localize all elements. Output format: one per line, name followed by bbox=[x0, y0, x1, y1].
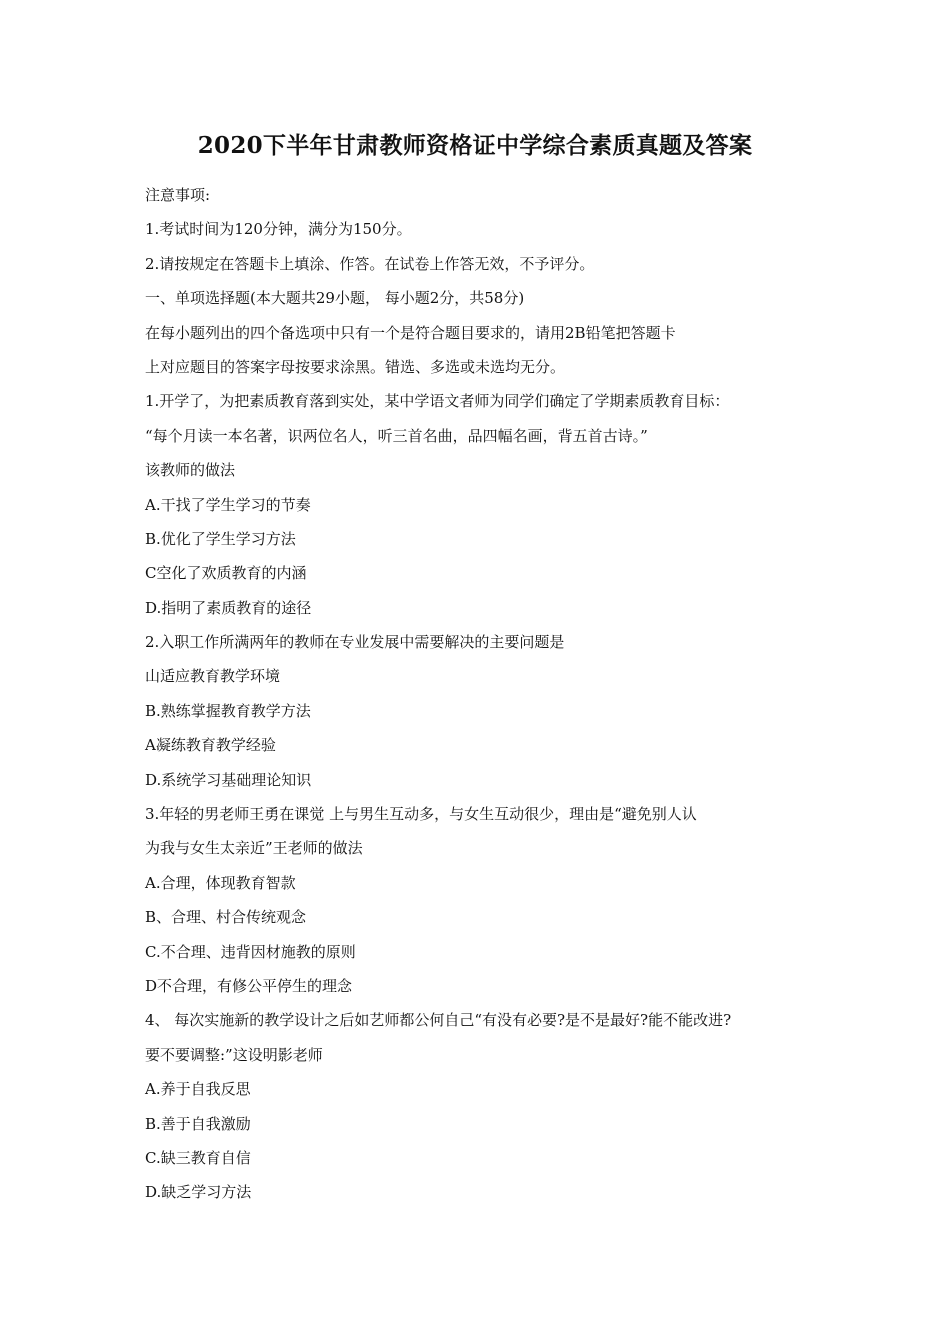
answer-option: C.缺三教育自信 bbox=[145, 1148, 251, 1167]
question-stem: 该教师的做法 bbox=[145, 461, 236, 480]
answer-option: D不合理，有修公平停生的理念 bbox=[145, 976, 353, 995]
question-stem: 要不要调整:”这设明影老师 bbox=[145, 1045, 323, 1064]
answer-option: A.合理，体现教育智款 bbox=[145, 873, 296, 892]
section-instruction: 上对应题目的答案字母按要求涂黑。错选、多选或未选均无分。 bbox=[145, 357, 566, 376]
answer-option: A.干找了学生学习的节奏 bbox=[145, 495, 311, 514]
answer-option: D.系统学习基础理论知识 bbox=[145, 770, 312, 789]
notice-item: 1.考试时间为120分钟，满分为150分。 bbox=[145, 220, 412, 239]
answer-option: B.善于自我激励 bbox=[145, 1114, 251, 1133]
question-stem: 1.开学了，为把素质教育落到实处，某中学语文者师为同学们确定了学期素质教育目标： bbox=[145, 392, 730, 411]
section-instruction: 在每小题列出的四个备选项中只有一个是符合题目要求的，请用2B铅笔把答题卡 bbox=[145, 323, 676, 342]
answer-option: C空化了欢质教育的内涵 bbox=[145, 564, 307, 583]
answer-option: 山适应教育教学环境 bbox=[145, 667, 281, 686]
answer-option: B.优化了学生学习方法 bbox=[145, 529, 296, 548]
notice-item: 2.请按规定在答题卡上填涂、作答。在试卷上作答无效，不予评分。 bbox=[145, 254, 595, 273]
answer-option: B、合理、村合传统观念 bbox=[145, 908, 307, 927]
answer-option: D.缺乏学习方法 bbox=[145, 1183, 252, 1202]
document-title: 2020下半年甘肃教师资格证中学综合素质真题及答案 bbox=[197, 132, 753, 159]
answer-option: A凝练教育教学经验 bbox=[145, 736, 276, 755]
question-stem: 3.年轻的男老师王勇在课觉 上与男生互动多，与女生互动很少，理由是“避免别人认 bbox=[145, 805, 697, 824]
notice-heading: 注意事项: bbox=[145, 186, 211, 204]
answer-option: B.熟练掌握教育教学方法 bbox=[145, 701, 311, 720]
question-stem: “每个月读一本名著，识两位名人，听三首名曲，品四幅名画，背五首古诗。” bbox=[145, 426, 648, 445]
section-heading: 一、单项选择题(本大题共29小题， 每小题2分，共58分) bbox=[145, 289, 525, 308]
answer-option: A.养于自我反思 bbox=[145, 1080, 251, 1099]
answer-option: C.不合理、违背因材施教的原则 bbox=[145, 942, 356, 961]
document-body bbox=[145, 186, 825, 1218]
answer-option: D.指明了素质教育的途径 bbox=[145, 598, 312, 617]
question-stem: 2.入职工作所满两年的教师在专业发展中需要解决的主要问题是 bbox=[145, 633, 565, 652]
question-stem: 4、 每次实施新的教学设计之后如艺师都公何自己“有没有必要?是不是最好?能不能改进? bbox=[145, 1011, 732, 1030]
question-stem: 为我与女生太亲近”王老师的做法 bbox=[145, 839, 363, 858]
